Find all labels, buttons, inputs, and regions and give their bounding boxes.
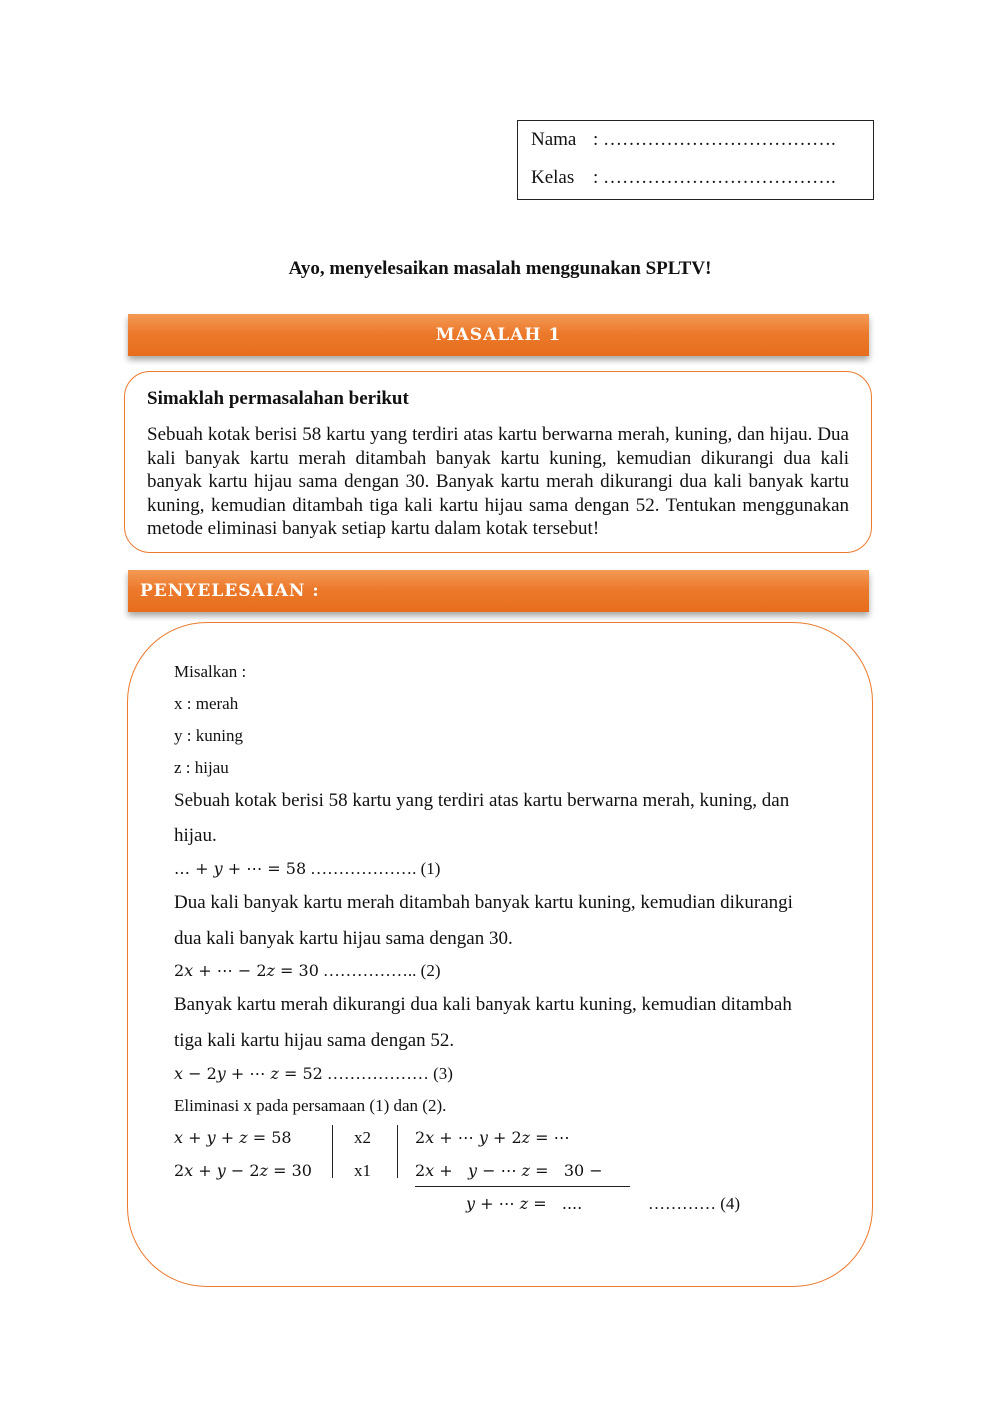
- name-label: Nama: [531, 129, 577, 150]
- name-row: [531, 129, 836, 151]
- equation-2[interactable]: 2𝑥 + ⋯ − 2𝑧 = 30: [174, 961, 319, 980]
- elim-left-equation-2: 2𝑥 + 𝑦 − 2𝑧 = 30: [174, 1161, 312, 1180]
- equation-3-tag: ……………… (3): [326, 1064, 453, 1083]
- problem-banner: MASALAH 1: [128, 314, 869, 356]
- name-field[interactable]: : ……………………………….: [593, 129, 836, 150]
- equation-1-row: [174, 859, 440, 879]
- misalkan-label: Misalkan :: [174, 662, 247, 681]
- elim-multiplier-1: x2: [354, 1128, 371, 1147]
- elim-multiplier-2: x1: [354, 1161, 371, 1180]
- variable-z: z : hijau: [174, 758, 229, 777]
- variable-x: x : merah: [174, 694, 239, 713]
- elim-divider-2: [397, 1125, 398, 1178]
- solution-banner: PENYELESAIAN :: [128, 570, 869, 612]
- problem-heading: Simaklah permasalahan berikut: [147, 388, 409, 409]
- statement-1a: Sebuah kotak berisi 58 kartu yang terdiri atas kartu berwarna merah, kuning, dan: [174, 790, 790, 811]
- elim-divider-1: [332, 1125, 333, 1178]
- equation-3[interactable]: 𝑥 − 2𝑦 + ⋯ 𝑧 = 52: [174, 1064, 323, 1083]
- problem-text: Sebuah kotak berisi 58 kartu yang terdiri atas kartu berwarna merah, kuning, dan hijau. Dua kali banyak kartu merah ditambah banyak kartu kuning, kemudian dikurangi dua kali banyak kartu hijau sama dengan 30. Banyak kartu merah dikurangi dua kali banyak kartu kuning, kemudian ditambah tiga kali kartu hijau sama dengan 52. Tentukan menggunakan metode eliminasi banyak setiap kartu dalam kotak tersebut!: [147, 424, 849, 539]
- class-label: Kelas: [531, 167, 575, 188]
- elim-right-equation-1[interactable]: 2𝑥 + ⋯ 𝑦 + 2𝑧 = ⋯: [415, 1128, 570, 1147]
- worksheet-title: Ayo, menyelesaikan masalah menggunakan SPLTV!: [288, 258, 712, 279]
- equation-3-row: [174, 1064, 453, 1084]
- elim-result-tag: ………… (4): [648, 1194, 741, 1213]
- elim-subtraction-line: [415, 1186, 630, 1187]
- statement-3b: tiga kali kartu hijau sama dengan 52.: [174, 1030, 455, 1051]
- equation-1-tag: ………………. (1): [310, 859, 441, 878]
- equation-1[interactable]: … + 𝑦 + ⋯ = 58: [174, 859, 307, 878]
- elim-result-equation[interactable]: 𝑦 + ⋯ 𝑧 = ....: [466, 1194, 583, 1213]
- problem-box: [124, 371, 872, 553]
- class-field[interactable]: : ……………………………….: [593, 167, 836, 188]
- identity-box: [517, 120, 874, 200]
- elim-right-equation-2[interactable]: 2𝑥 + 𝑦 − ⋯ 𝑧 = 30 −: [415, 1161, 603, 1180]
- statement-1b: hijau.: [174, 825, 217, 846]
- equation-2-row: [174, 961, 440, 981]
- variable-y: y : kuning: [174, 726, 243, 745]
- statement-3a: Banyak kartu merah dikurangi dua kali banyak kartu kuning, kemudian ditambah: [174, 994, 792, 1015]
- elim-left-equation-1: 𝑥 + 𝑦 + 𝑧 = 58: [174, 1128, 292, 1147]
- statement-2a: Dua kali banyak kartu merah ditambah banyak kartu kuning, kemudian dikurangi: [174, 892, 793, 913]
- statement-2b: dua kali banyak kartu hijau sama dengan 30.: [174, 928, 513, 949]
- class-row: [531, 167, 836, 189]
- solution-box: [127, 622, 873, 1287]
- equation-2-tag: …………….. (2): [322, 961, 441, 980]
- elimination-instruction: Eliminasi x pada persamaan (1) dan (2).: [174, 1096, 447, 1115]
